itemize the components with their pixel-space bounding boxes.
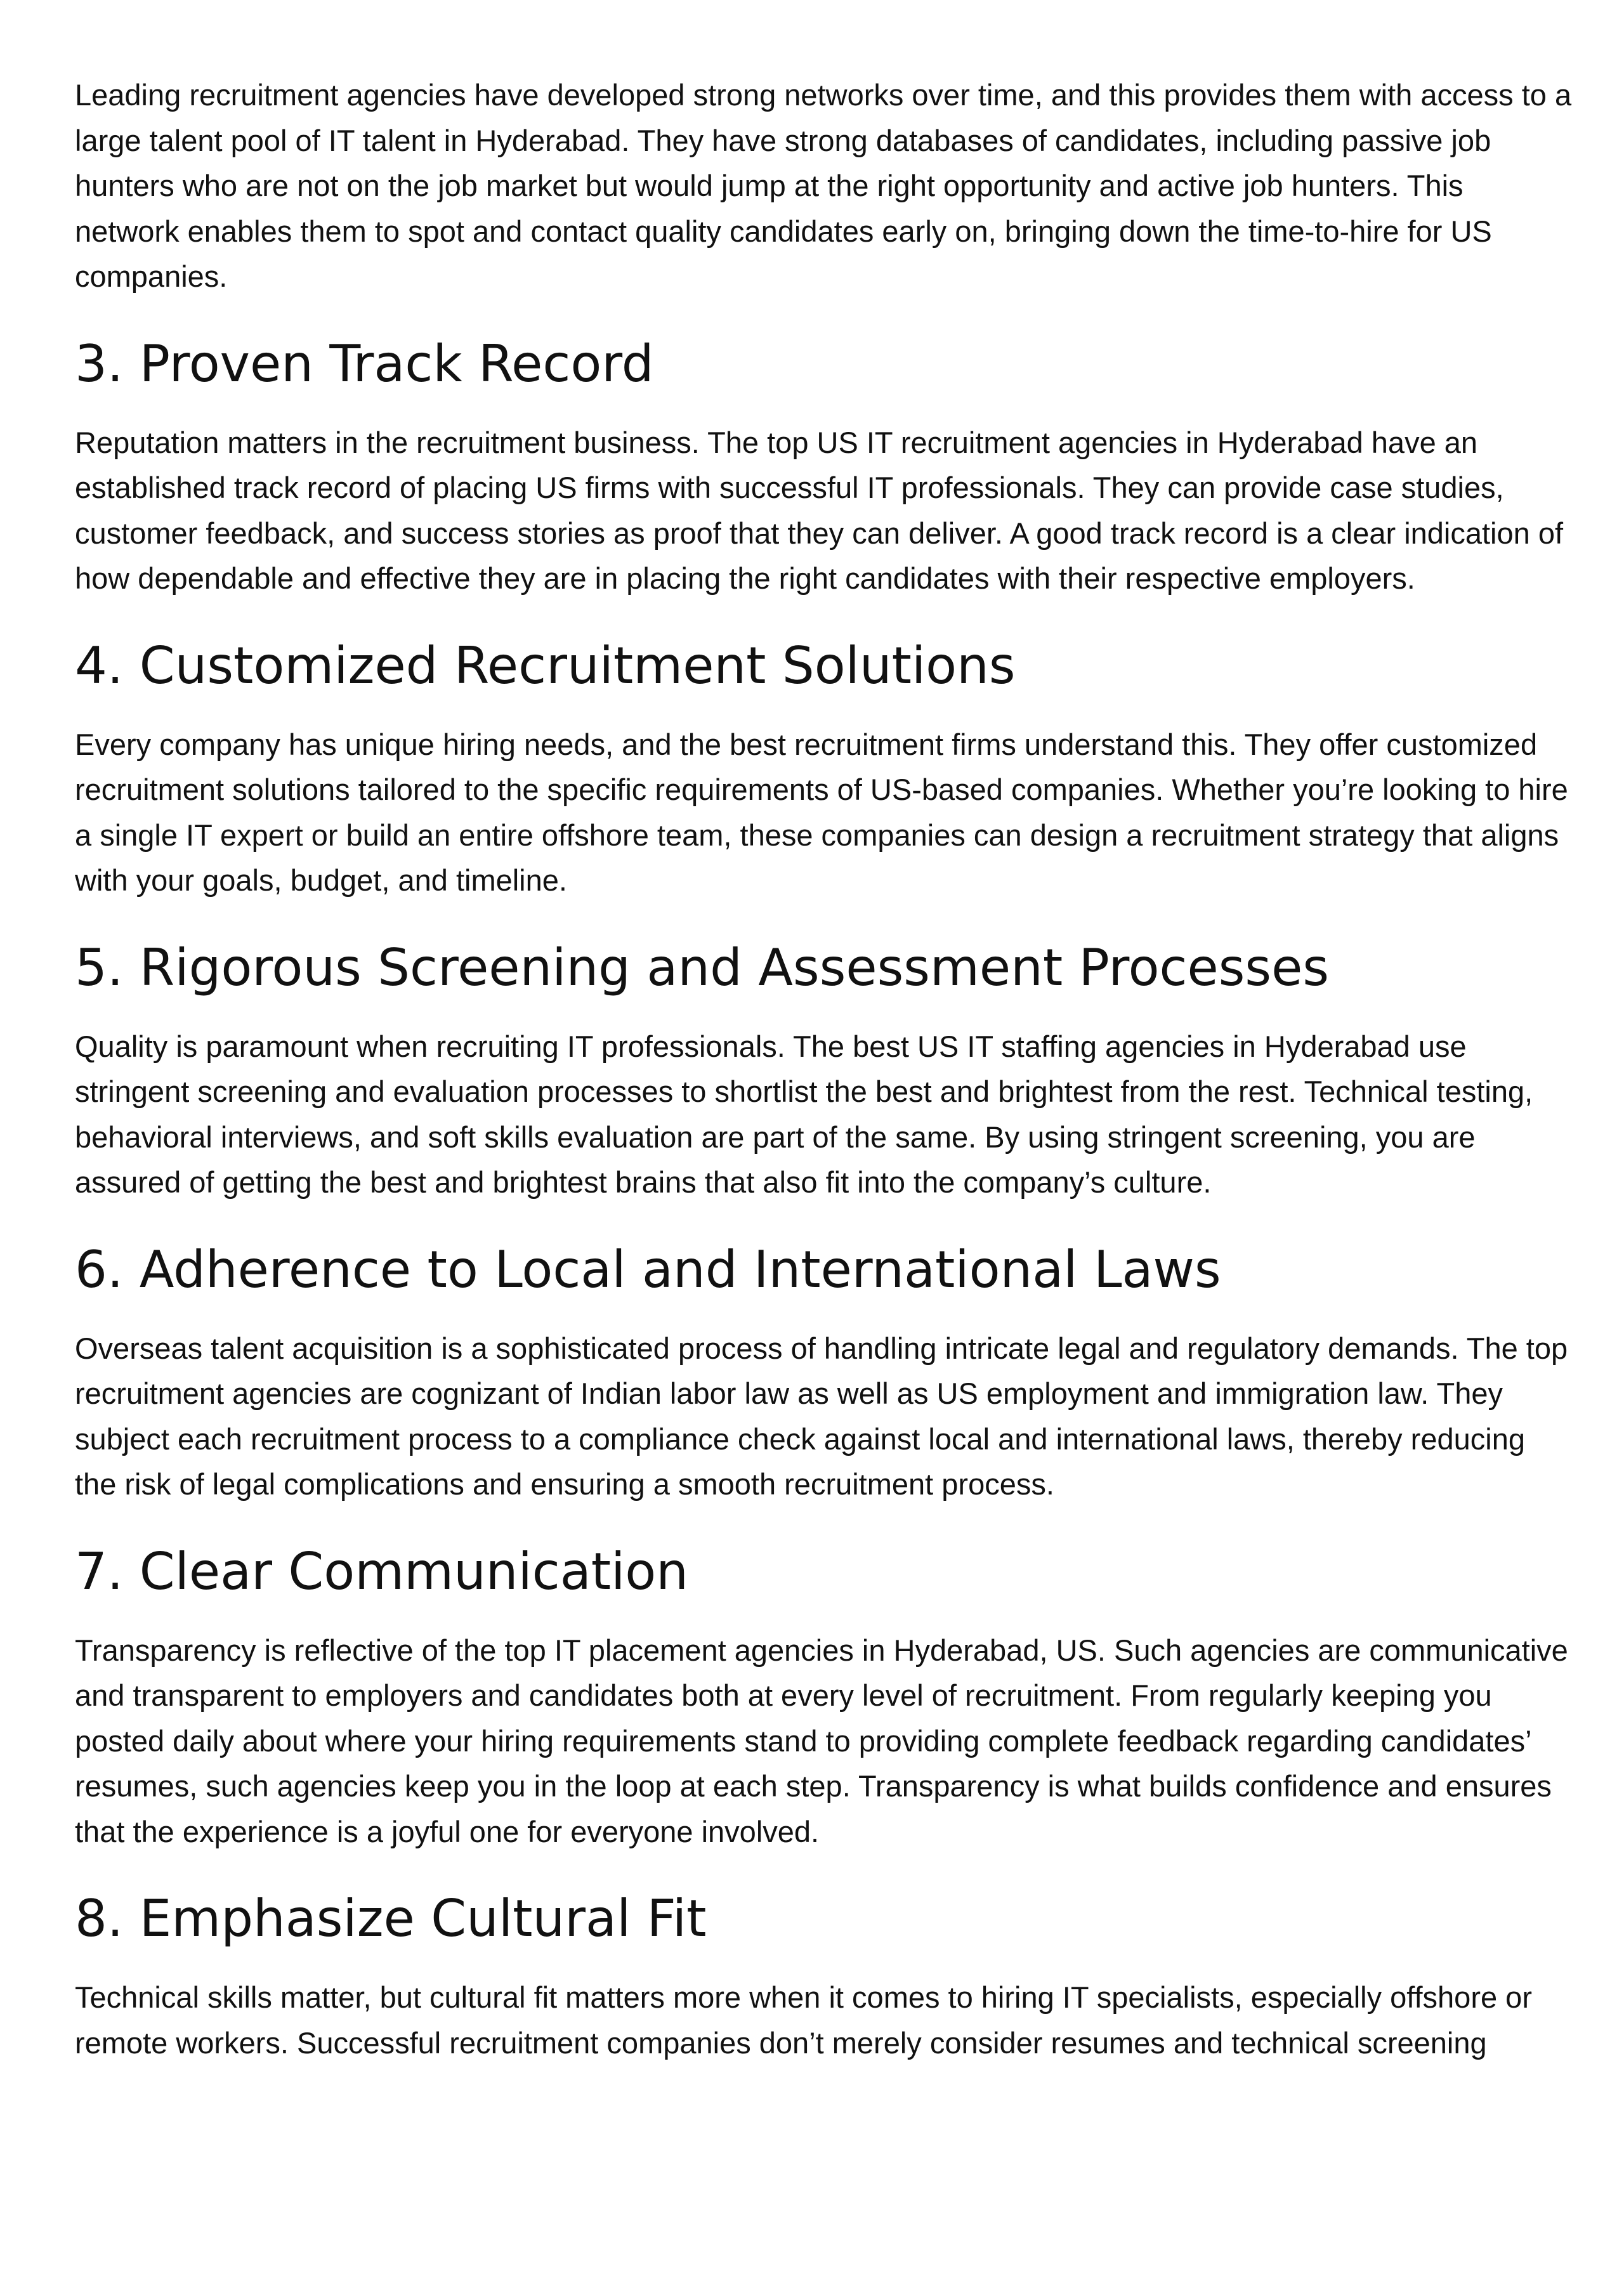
section-heading-clear-communication: 7. Clear Communication: [75, 1541, 688, 1601]
article-body: [75, 72, 1572, 2065]
section-heading-laws-adherence: 6. Adherence to Local and International Laws: [75, 1239, 1221, 1299]
section-paragraph-customized-solutions: Every company has unique hiring needs, and the best recruitment firms understand this. They offer customized recruitment solutions tailored to the specific requirements of US-based companies. Whether you’re looking to hire a single IT expert or build an entire offshore team, these companies can design a recruitment strategy that aligns with your goals, budget, and timeline.: [75, 727, 1568, 897]
section-paragraph-proven-track-record: Reputation matters in the recruitment business. The top US IT recruitment agencies in Hyderabad have an established track record of placing US firms with successful IT professionals. They can provide case studies, customer feedback, and success stories as proof that they can deliver. A good track record is a clear indication of how dependable and effective they are in placing the right candidates with their respective employers.: [75, 425, 1564, 595]
section-paragraph-cultural-fit: Technical skills matter, but cultural fit matters more when it comes to hiring IT specialists, especially offshore or remote workers. Successful recruitment companies don’t merely consider resumes and technical screening: [75, 1980, 1532, 2060]
intro-paragraph: Leading recruitment agencies have developed strong networks over time, and this provides them with access to a large talent pool of IT talent in Hyderabad. They have strong databases of candidates, including passive job hunters who are not on the job market but would jump at the right opportunity and active job hunters. This network enables them to spot and contact quality candidates early on, bringing down the time-to-hire for US companies.: [75, 78, 1572, 293]
section-paragraph-laws-adherence: Overseas talent acquisition is a sophisticated process of handling intricate legal and regulatory demands. The top recruitment agencies are cognizant of Indian labor law as well as US employment and immigration law. They subject each recruitment process to a compliance check against local and international laws, thereby reducing the risk of legal complications and ensuring a smooth recruitment process.: [75, 1331, 1568, 1501]
section-heading-cultural-fit: 8. Emphasize Cultural Fit: [75, 1889, 707, 1948]
section-heading-screening-processes: 5. Rigorous Screening and Assessment Processes: [75, 938, 1329, 997]
section-paragraph-clear-communication: Transparency is reflective of the top IT placement agencies in Hyderabad, US. Such agencies are communicative and transparent to employers and candidates both at every level of recruitment. From regularly keeping you posted daily about where your hiring requirements stand to providing complete feedback regarding candidates’ resumes, such agencies keep you in the loop at each step. Transparency is what builds confidence and ensures that the experience is a joyful one for everyone involved.: [75, 1633, 1568, 1848]
section-paragraph-screening-processes: Quality is paramount when recruiting IT professionals. The best US IT staffing agencies in Hyderabad use stringent screening and evaluation processes to shortlist the best and brightest from the rest. Technical testing, behavioral interviews, and soft skills evaluation are part of the same. By using stringent screening, you are assured of getting the best and brightest brains that also fit into the company’s culture.: [75, 1029, 1533, 1199]
section-heading-customized-solutions: 4. Customized Recruitment Solutions: [75, 636, 1016, 695]
section-heading-proven-track-record: 3. Proven Track Record: [75, 334, 654, 393]
